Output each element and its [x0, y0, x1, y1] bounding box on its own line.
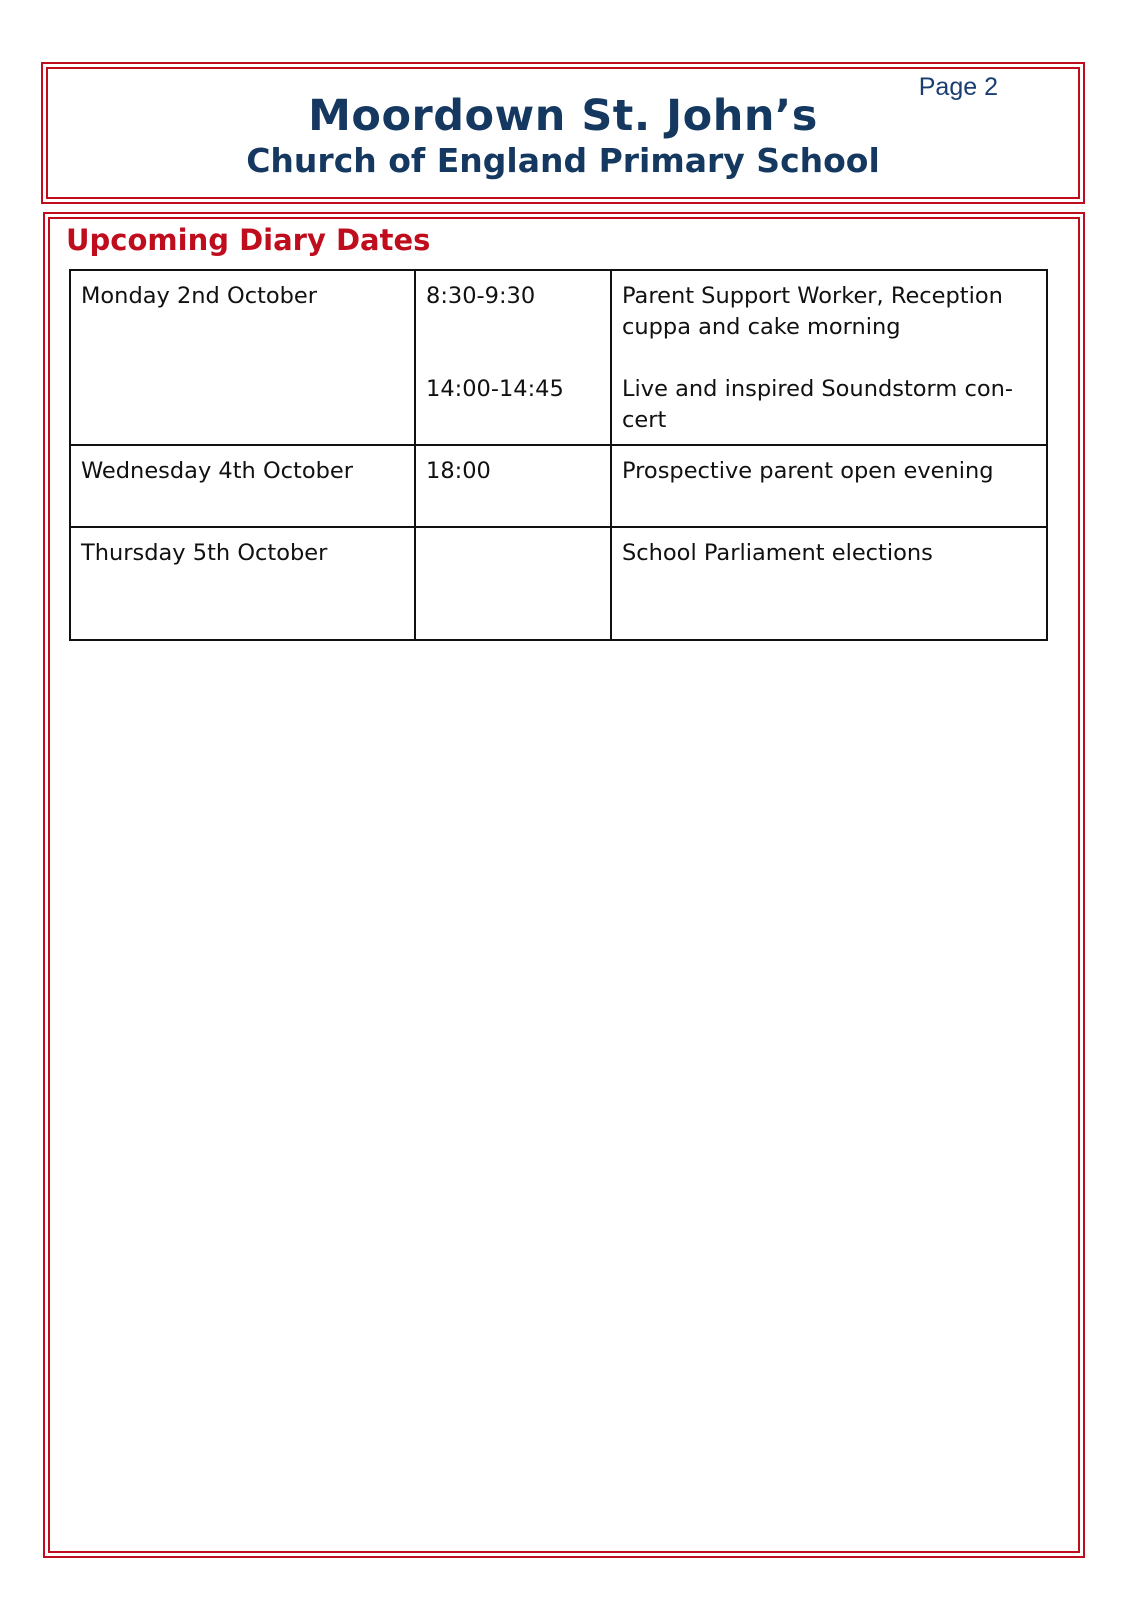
table-row: [70, 527, 1047, 640]
school-name: Moordown St. John’s: [308, 91, 818, 141]
event-cell: Prospective parent open evening: [611, 445, 1047, 527]
page-number: Page 2: [918, 73, 998, 101]
diary-section: [43, 212, 1085, 1558]
diary-dates-table: [69, 269, 1048, 641]
date-cell: Thursday 5th October: [70, 527, 415, 640]
date-cell: Monday 2nd October: [70, 270, 415, 445]
table-row: [70, 445, 1047, 527]
school-subtitle: Church of England Primary School: [246, 141, 880, 180]
event-value: Live and inspired Soundstorm con-cert: [622, 376, 1013, 433]
time-cell: [415, 527, 611, 640]
event-cell: [611, 270, 1047, 445]
newsletter-header: [41, 62, 1085, 204]
table-row: [70, 270, 1047, 445]
time-value: 14:00-14:45: [426, 376, 564, 402]
event-cell: School Parliament elections: [611, 527, 1047, 640]
time-cell: 18:00: [415, 445, 611, 527]
time-cell: [415, 270, 611, 445]
event-value: Parent Support Worker, Reception cuppa and cake morning: [622, 283, 1003, 340]
date-cell: Wednesday 4th October: [70, 445, 415, 527]
section-title: Upcoming Diary Dates: [66, 223, 431, 257]
time-value: 8:30-9:30: [426, 283, 536, 309]
